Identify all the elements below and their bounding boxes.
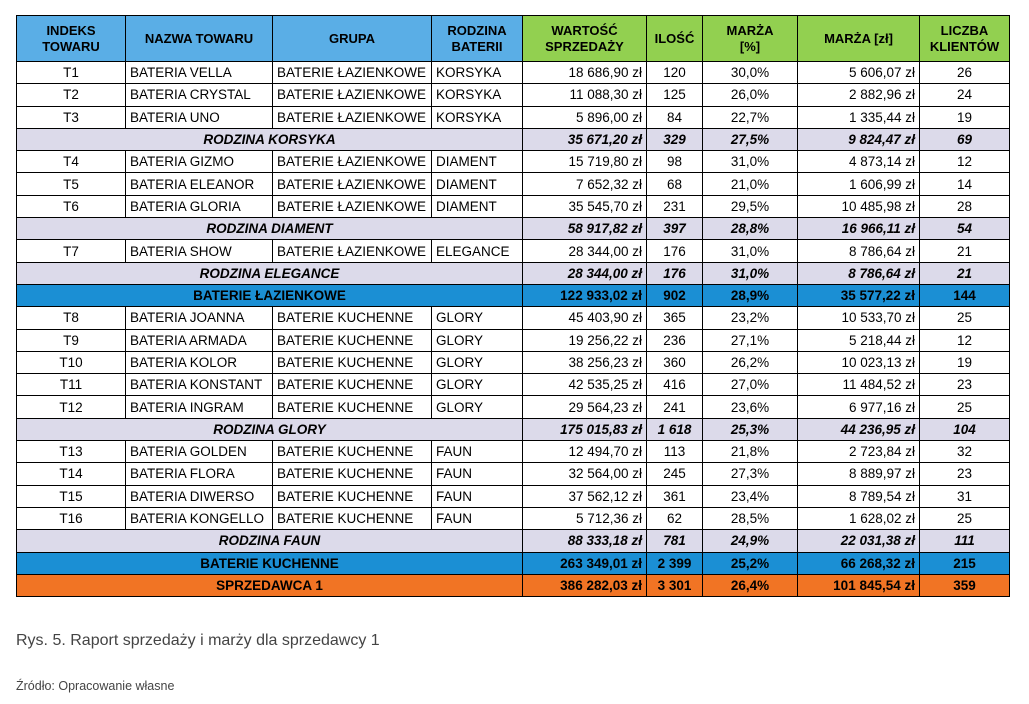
table-row	[17, 396, 1010, 418]
cell-product-name: BATERIA VELLA	[126, 62, 273, 84]
header-label-line: SPRZEDAŻY	[545, 38, 624, 54]
cell-margin-percent: 30,0%	[703, 62, 798, 84]
cell-index: T4	[17, 151, 126, 173]
header-label-line: MARŻA	[726, 22, 774, 38]
cell-index: T13	[17, 441, 126, 463]
header-label-line: INDEKS	[46, 22, 96, 38]
family-label: RODZINA KORSYKA	[17, 128, 523, 150]
family-subtotal-row	[17, 128, 1010, 150]
cell-client-count: 24	[920, 84, 1010, 106]
cell-product-name: BATERIA ARMADA	[126, 329, 273, 351]
cell-client-count: 25	[920, 507, 1010, 529]
cell-sales-value: 263 349,01 zł	[523, 552, 647, 574]
cell-client-count: 19	[920, 351, 1010, 373]
cell-sales-value: 58 917,82 zł	[523, 218, 647, 240]
cell-family: DIAMENT	[432, 151, 523, 173]
cell-quantity: 397	[647, 218, 703, 240]
header-label-line: NAZWA TOWARU	[144, 30, 254, 46]
table-row	[17, 329, 1010, 351]
total-label: SPRZEDAWCA 1	[17, 574, 523, 596]
cell-client-count: 19	[920, 106, 1010, 128]
cell-margin-pln: 4 873,14 zł	[798, 151, 920, 173]
cell-family: GLORY	[432, 396, 523, 418]
cell-quantity: 125	[647, 84, 703, 106]
table-header-row	[17, 16, 1010, 62]
cell-sales-value: 15 719,80 zł	[523, 151, 647, 173]
cell-quantity: 120	[647, 62, 703, 84]
cell-family: FAUN	[432, 485, 523, 507]
header-index	[17, 16, 126, 62]
family-label: RODZINA FAUN	[17, 530, 523, 552]
cell-margin-pln: 10 485,98 zł	[798, 195, 920, 217]
group-subtotal-row	[17, 552, 1010, 574]
cell-quantity: 62	[647, 507, 703, 529]
table-row	[17, 151, 1010, 173]
cell-sales-value: 28 344,00 zł	[523, 262, 647, 284]
cell-product-name: BATERIA KONSTANT	[126, 374, 273, 396]
cell-index: T3	[17, 106, 126, 128]
cell-product-name: BATERIA GOLDEN	[126, 441, 273, 463]
cell-client-count: 21	[920, 240, 1010, 262]
cell-margin-percent: 21,0%	[703, 173, 798, 195]
cell-margin-pln: 22 031,38 zł	[798, 530, 920, 552]
cell-client-count: 12	[920, 151, 1010, 173]
header-family	[432, 16, 523, 62]
group-subtotal-row	[17, 284, 1010, 306]
cell-quantity: 176	[647, 262, 703, 284]
cell-client-count: 104	[920, 418, 1010, 440]
cell-family: ELEGANCE	[432, 240, 523, 262]
cell-margin-pln: 5 606,07 zł	[798, 62, 920, 84]
table-row	[17, 240, 1010, 262]
cell-quantity: 68	[647, 173, 703, 195]
cell-margin-percent: 27,0%	[703, 374, 798, 396]
cell-product-name: BATERIA INGRAM	[126, 396, 273, 418]
cell-quantity: 98	[647, 151, 703, 173]
group-label: BATERIE ŁAZIENKOWE	[17, 284, 523, 306]
cell-family: KORSYKA	[432, 84, 523, 106]
cell-margin-percent: 27,5%	[703, 128, 798, 150]
cell-margin-percent: 31,0%	[703, 240, 798, 262]
cell-product-name: BATERIA ELEANOR	[126, 173, 273, 195]
cell-quantity: 360	[647, 351, 703, 373]
cell-margin-percent: 21,8%	[703, 441, 798, 463]
cell-client-count: 23	[920, 374, 1010, 396]
cell-margin-pln: 2 723,84 zł	[798, 441, 920, 463]
group-label: BATERIE KUCHENNE	[17, 552, 523, 574]
cell-product-name: BATERIA GIZMO	[126, 151, 273, 173]
cell-sales-value: 18 686,90 zł	[523, 62, 647, 84]
cell-product-name: BATERIA KOLOR	[126, 351, 273, 373]
cell-family: KORSYKA	[432, 106, 523, 128]
cell-client-count: 26	[920, 62, 1010, 84]
figure-source: Źródło: Opracowanie własne	[16, 679, 175, 693]
cell-index: T1	[17, 62, 126, 84]
cell-margin-percent: 26,0%	[703, 84, 798, 106]
cell-sales-value: 32 564,00 zł	[523, 463, 647, 485]
cell-sales-value: 5 712,36 zł	[523, 507, 647, 529]
cell-margin-percent: 28,8%	[703, 218, 798, 240]
cell-margin-pln: 10 533,70 zł	[798, 307, 920, 329]
cell-margin-percent: 31,0%	[703, 262, 798, 284]
header-label-line: BATERII	[451, 38, 503, 54]
cell-quantity: 1 618	[647, 418, 703, 440]
cell-family: DIAMENT	[432, 195, 523, 217]
cell-margin-pln: 8 889,97 zł	[798, 463, 920, 485]
cell-margin-pln: 11 484,52 zł	[798, 374, 920, 396]
cell-quantity: 365	[647, 307, 703, 329]
cell-sales-value: 19 256,22 zł	[523, 329, 647, 351]
header-label-line: RODZINA	[447, 22, 507, 38]
cell-index: T2	[17, 84, 126, 106]
cell-margin-percent: 27,1%	[703, 329, 798, 351]
cell-sales-value: 29 564,23 zł	[523, 396, 647, 418]
family-subtotal-row	[17, 530, 1010, 552]
cell-product-name: BATERIA GLORIA	[126, 195, 273, 217]
cell-client-count: 144	[920, 284, 1010, 306]
cell-margin-percent: 31,0%	[703, 151, 798, 173]
cell-sales-value: 7 652,32 zł	[523, 173, 647, 195]
cell-margin-percent: 26,2%	[703, 351, 798, 373]
cell-margin-pln: 66 268,32 zł	[798, 552, 920, 574]
cell-client-count: 54	[920, 218, 1010, 240]
cell-product-name: BATERIA UNO	[126, 106, 273, 128]
cell-group: BATERIE KUCHENNE	[273, 329, 432, 351]
cell-group: BATERIE KUCHENNE	[273, 507, 432, 529]
cell-group: BATERIE ŁAZIENKOWE	[273, 84, 432, 106]
cell-quantity: 176	[647, 240, 703, 262]
cell-client-count: 31	[920, 485, 1010, 507]
cell-margin-percent: 25,3%	[703, 418, 798, 440]
cell-margin-percent: 23,2%	[703, 307, 798, 329]
table-row	[17, 62, 1010, 84]
cell-client-count: 28	[920, 195, 1010, 217]
cell-product-name: BATERIA KONGELLO	[126, 507, 273, 529]
cell-margin-percent: 24,9%	[703, 530, 798, 552]
cell-group: BATERIE ŁAZIENKOWE	[273, 173, 432, 195]
cell-margin-pln: 1 628,02 zł	[798, 507, 920, 529]
cell-margin-pln: 2 882,96 zł	[798, 84, 920, 106]
cell-margin-percent: 28,9%	[703, 284, 798, 306]
family-label: RODZINA GLORY	[17, 418, 523, 440]
cell-sales-value: 386 282,03 zł	[523, 574, 647, 596]
cell-margin-pln: 10 023,13 zł	[798, 351, 920, 373]
header-label-line: ILOŚĆ	[654, 30, 695, 46]
header-group	[273, 16, 432, 62]
table-row	[17, 173, 1010, 195]
header-sales-value	[523, 16, 647, 62]
cell-margin-pln: 1 335,44 zł	[798, 106, 920, 128]
table-row	[17, 351, 1010, 373]
table-row	[17, 441, 1010, 463]
cell-quantity: 416	[647, 374, 703, 396]
table-row	[17, 84, 1010, 106]
family-label: RODZINA DIAMENT	[17, 218, 523, 240]
cell-sales-value: 35 545,70 zł	[523, 195, 647, 217]
cell-quantity: 236	[647, 329, 703, 351]
figure-caption: Rys. 5. Raport sprzedaży i marży dla sprzedawcy 1	[16, 632, 380, 649]
family-label: RODZINA ELEGANCE	[17, 262, 523, 284]
table-row	[17, 106, 1010, 128]
cell-group: BATERIE KUCHENNE	[273, 463, 432, 485]
cell-sales-value: 122 933,02 zł	[523, 284, 647, 306]
header-label-line: KLIENTÓW	[929, 38, 1000, 54]
cell-margin-pln: 44 236,95 zł	[798, 418, 920, 440]
cell-index: T11	[17, 374, 126, 396]
cell-family: GLORY	[432, 329, 523, 351]
cell-sales-value: 28 344,00 zł	[523, 240, 647, 262]
cell-quantity: 3 301	[647, 574, 703, 596]
cell-group: BATERIE KUCHENNE	[273, 307, 432, 329]
cell-group: BATERIE KUCHENNE	[273, 351, 432, 373]
cell-sales-value: 175 015,83 zł	[523, 418, 647, 440]
cell-index: T8	[17, 307, 126, 329]
cell-product-name: BATERIA JOANNA	[126, 307, 273, 329]
cell-sales-value: 35 671,20 zł	[523, 128, 647, 150]
cell-family: KORSYKA	[432, 62, 523, 84]
cell-family: DIAMENT	[432, 173, 523, 195]
cell-group: BATERIE KUCHENNE	[273, 374, 432, 396]
header-label-line: GRUPA	[329, 30, 375, 46]
cell-group: BATERIE KUCHENNE	[273, 396, 432, 418]
cell-quantity: 84	[647, 106, 703, 128]
cell-margin-percent: 28,5%	[703, 507, 798, 529]
family-subtotal-row	[17, 218, 1010, 240]
table-body	[17, 62, 1010, 597]
cell-index: T14	[17, 463, 126, 485]
cell-quantity: 329	[647, 128, 703, 150]
cell-quantity: 781	[647, 530, 703, 552]
cell-client-count: 69	[920, 128, 1010, 150]
cell-family: GLORY	[432, 374, 523, 396]
cell-margin-pln: 1 606,99 zł	[798, 173, 920, 195]
table-row	[17, 485, 1010, 507]
cell-sales-value: 42 535,25 zł	[523, 374, 647, 396]
header-product-name	[126, 16, 273, 62]
cell-quantity: 245	[647, 463, 703, 485]
cell-index: T7	[17, 240, 126, 262]
cell-margin-percent: 23,6%	[703, 396, 798, 418]
cell-margin-pln: 9 824,47 zł	[798, 128, 920, 150]
cell-sales-value: 37 562,12 zł	[523, 485, 647, 507]
header-margin-percent	[703, 16, 798, 62]
table-row	[17, 507, 1010, 529]
cell-margin-percent: 23,4%	[703, 485, 798, 507]
cell-client-count: 21	[920, 262, 1010, 284]
cell-product-name: BATERIA FLORA	[126, 463, 273, 485]
cell-quantity: 231	[647, 195, 703, 217]
sales-margin-report-table	[16, 15, 1010, 597]
cell-margin-pln: 101 845,54 zł	[798, 574, 920, 596]
cell-index: T10	[17, 351, 126, 373]
cell-sales-value: 45 403,90 zł	[523, 307, 647, 329]
cell-margin-pln: 35 577,22 zł	[798, 284, 920, 306]
cell-client-count: 14	[920, 173, 1010, 195]
cell-margin-pln: 5 218,44 zł	[798, 329, 920, 351]
cell-group: BATERIE KUCHENNE	[273, 485, 432, 507]
cell-sales-value: 11 088,30 zł	[523, 84, 647, 106]
cell-margin-pln: 8 786,64 zł	[798, 262, 920, 284]
cell-family: GLORY	[432, 351, 523, 373]
cell-margin-percent: 26,4%	[703, 574, 798, 596]
header-quantity	[647, 16, 703, 62]
cell-client-count: 12	[920, 329, 1010, 351]
cell-client-count: 111	[920, 530, 1010, 552]
cell-quantity: 902	[647, 284, 703, 306]
cell-client-count: 25	[920, 307, 1010, 329]
cell-sales-value: 5 896,00 zł	[523, 106, 647, 128]
family-subtotal-row	[17, 418, 1010, 440]
cell-sales-value: 12 494,70 zł	[523, 441, 647, 463]
cell-index: T12	[17, 396, 126, 418]
cell-client-count: 359	[920, 574, 1010, 596]
total-subtotal-row	[17, 574, 1010, 596]
cell-client-count: 32	[920, 441, 1010, 463]
cell-product-name: BATERIA SHOW	[126, 240, 273, 262]
header-label-line: MARŻA [zł]	[824, 30, 893, 46]
cell-group: BATERIE ŁAZIENKOWE	[273, 62, 432, 84]
cell-client-count: 215	[920, 552, 1010, 574]
family-subtotal-row	[17, 262, 1010, 284]
cell-family: FAUN	[432, 441, 523, 463]
cell-family: GLORY	[432, 307, 523, 329]
header-margin-pln	[798, 16, 920, 62]
cell-sales-value: 38 256,23 zł	[523, 351, 647, 373]
cell-index: T15	[17, 485, 126, 507]
cell-index: T6	[17, 195, 126, 217]
header-client-count	[920, 16, 1010, 62]
cell-group: BATERIE ŁAZIENKOWE	[273, 195, 432, 217]
cell-quantity: 2 399	[647, 552, 703, 574]
cell-group: BATERIE ŁAZIENKOWE	[273, 106, 432, 128]
cell-margin-pln: 6 977,16 zł	[798, 396, 920, 418]
cell-quantity: 361	[647, 485, 703, 507]
header-label-line: LICZBA	[940, 22, 989, 38]
cell-margin-percent: 25,2%	[703, 552, 798, 574]
cell-family: FAUN	[432, 463, 523, 485]
header-label-line: WARTOŚĆ	[551, 22, 618, 38]
cell-group: BATERIE ŁAZIENKOWE	[273, 151, 432, 173]
table-row	[17, 463, 1010, 485]
table-row	[17, 374, 1010, 396]
header-label-line: TOWARU	[42, 38, 100, 54]
cell-margin-percent: 22,7%	[703, 106, 798, 128]
cell-index: T5	[17, 173, 126, 195]
table-row	[17, 307, 1010, 329]
cell-client-count: 25	[920, 396, 1010, 418]
table-row	[17, 195, 1010, 217]
cell-margin-pln: 16 966,11 zł	[798, 218, 920, 240]
cell-index: T16	[17, 507, 126, 529]
header-label-line: [%]	[739, 38, 761, 54]
cell-quantity: 113	[647, 441, 703, 463]
cell-margin-percent: 27,3%	[703, 463, 798, 485]
cell-family: FAUN	[432, 507, 523, 529]
cell-margin-percent: 29,5%	[703, 195, 798, 217]
cell-margin-pln: 8 786,64 zł	[798, 240, 920, 262]
cell-product-name: BATERIA DIWERSO	[126, 485, 273, 507]
cell-index: T9	[17, 329, 126, 351]
cell-group: BATERIE KUCHENNE	[273, 441, 432, 463]
cell-sales-value: 88 333,18 zł	[523, 530, 647, 552]
cell-margin-pln: 8 789,54 zł	[798, 485, 920, 507]
cell-product-name: BATERIA CRYSTAL	[126, 84, 273, 106]
cell-client-count: 23	[920, 463, 1010, 485]
cell-quantity: 241	[647, 396, 703, 418]
cell-group: BATERIE ŁAZIENKOWE	[273, 240, 432, 262]
